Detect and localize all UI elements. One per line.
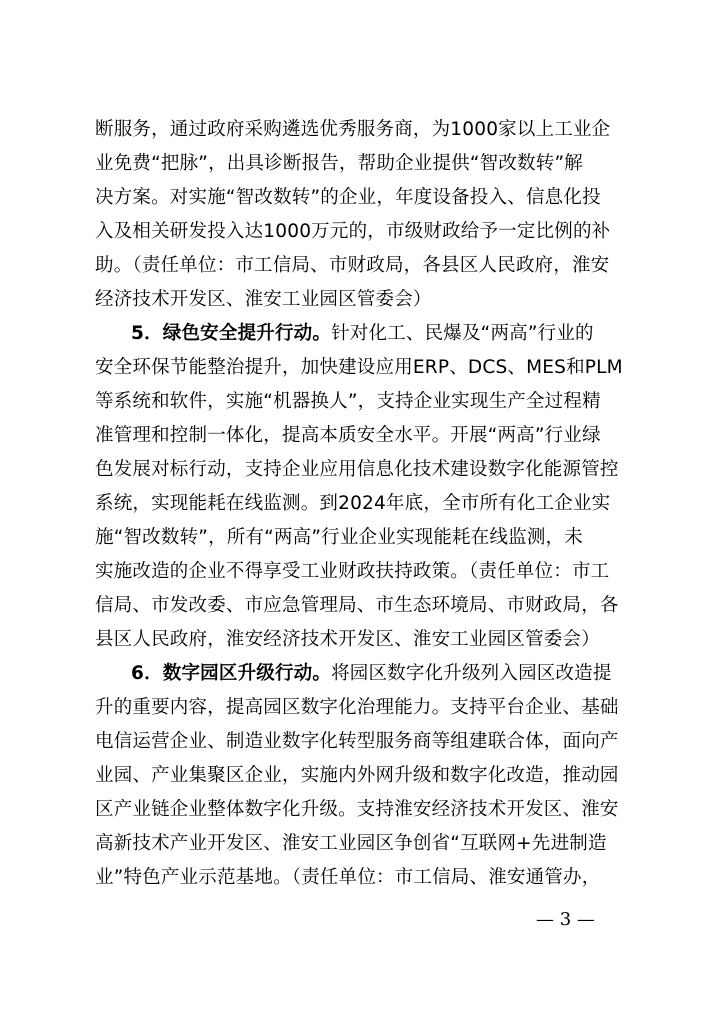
- section-heading: 6．数字园区升级行动。: [131, 663, 332, 684]
- body-text-line: 业园、产业集聚区企业，实施内外网升级和数字化改造，推动园: [95, 765, 619, 786]
- body-text-line: 区产业链企业整体数字化升级。支持淮安经济技术开发区、淮安: [95, 799, 619, 820]
- body-text-line: 决方案。对实施“智改数转”的企业，年度设备投入、信息化投: [95, 187, 601, 208]
- body-text-line: 业”特色产业示范基地。（责任单位：市工信局、淮安通管办，: [95, 867, 601, 888]
- body-text-line: 县区人民政府，淮安经济技术开发区、淮安工业园区管委会）: [95, 629, 600, 650]
- page-number: — 3 —: [536, 909, 595, 930]
- section-first-line: [131, 322, 655, 346]
- body-text-line: 业免费“把脉”，出具诊断报告，帮助企业提供“智改数转”解: [95, 153, 583, 174]
- section-first-line: [131, 662, 655, 686]
- body-text-line: 经济技术开发区、淮安工业园区管委会）: [95, 289, 432, 310]
- body-text-line: 信局、市发改委、市应急管理局、市生态环境局、市财政局，各: [95, 595, 619, 616]
- body-text-line: 等系统和软件，实施“机器换人”，支持企业实现生产全过程精: [95, 391, 601, 412]
- section-heading-rest: 将园区数字化升级列入园区改造提: [331, 663, 612, 684]
- body-text-line: 实施改造的企业不得享受工业财政扶持政策。（责任单位：市工: [95, 561, 610, 582]
- body-text-line: 升的重要内容，提高园区数字化治理能力。支持平台企业、基础: [95, 697, 619, 718]
- body-text-line: 高新技术产业开发区、淮安工业园区争创省“互联网+先进制造: [95, 833, 607, 854]
- body-text-line: 安全环保节能整治提升，加快建设应用ERP、DCS、MES和PLM: [95, 357, 623, 378]
- body-text-line: 入及相关研发投入达1000万元的，市级财政给予一定比例的补: [95, 221, 611, 242]
- body-text-line: 电信运营企业、制造业数字化转型服务商等组建联合体，面向产: [95, 731, 619, 752]
- section-heading: 5．绿色安全提升行动。: [131, 323, 332, 344]
- body-text-line: 断服务，通过政府采购遴选优秀服务商，为1000家以上工业企: [95, 119, 611, 140]
- body-text-line: 助。（责任单位：市工信局、市财政局，各县区人民政府，淮安: [95, 255, 610, 276]
- section-heading-rest: 针对化工、民爆及“两高”行业的: [331, 323, 594, 344]
- body-text-line: 色发展对标行动，支持企业应用信息化技术建设数字化能源管控: [95, 459, 619, 480]
- body-text-line: 施“智改数转”，所有“两高”行业企业实现能耗在线监测，未: [95, 527, 583, 548]
- body-text-line: 准管理和控制一体化，提高本质安全水平。开展“两高”行业绿: [95, 425, 601, 446]
- body-text-line: 系统，实现能耗在线监测。到2024年底，全市所有化工企业实: [95, 493, 611, 514]
